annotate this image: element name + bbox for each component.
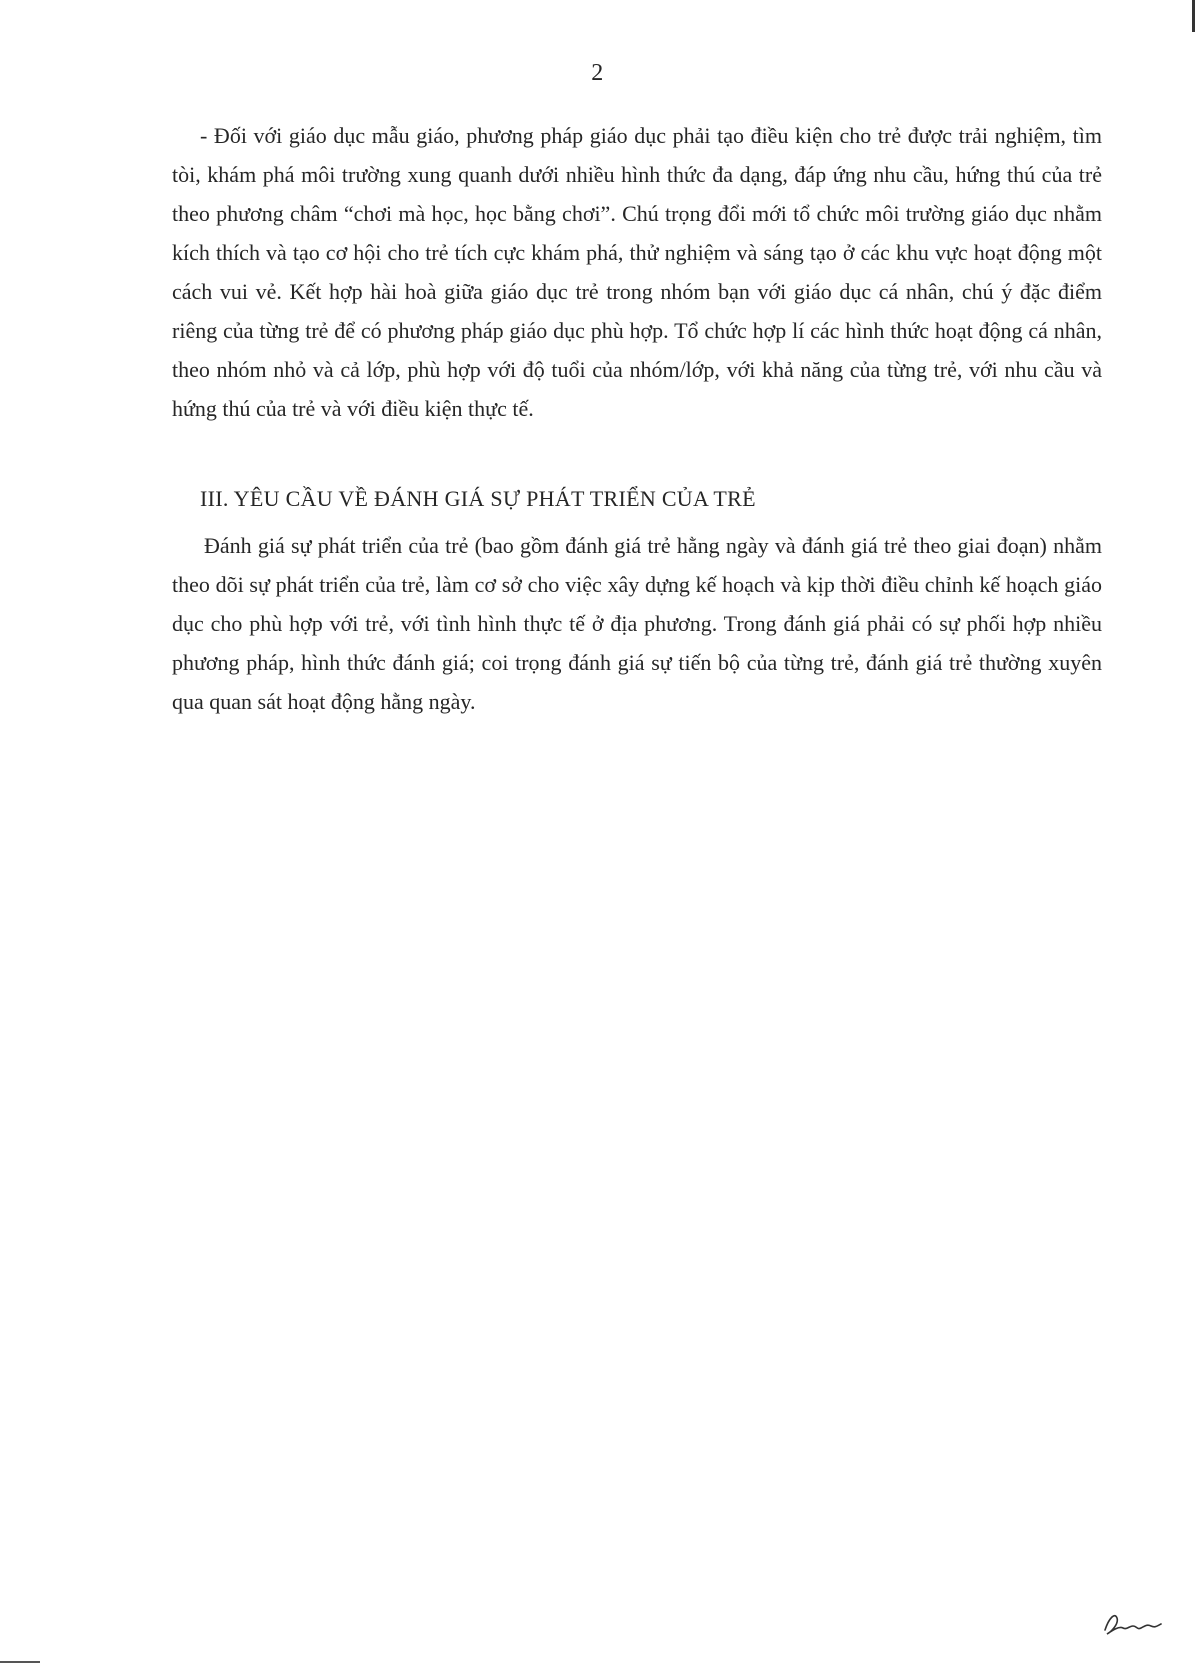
scan-bottom-rule: [0, 1661, 40, 1663]
handwritten-signature-icon: [1097, 1604, 1165, 1638]
section-heading-assessment: III. YÊU CẦU VỀ ĐÁNH GIÁ SỰ PHÁT TRIỂN CỦA TRẺ: [200, 486, 756, 511]
page-number: 2: [591, 60, 604, 86]
paragraph-assessment: Đánh giá sự phát triển của trẻ (bao gồm đánh giá trẻ hằng ngày và đánh giá trẻ theo giai đoạn) nhằm theo dõi sự phát triển của trẻ, làm cơ sở cho việc xây dựng kế hoạch và kịp thời điều chỉnh kế hoạch giáo dục cho phù hợp với trẻ, với tình hình thực tế ở địa phương. Trong đánh giá phải có sự phối hợp nhiều phương pháp, hình thức đánh giá; coi trọng đánh giá sự tiến bộ của từng trẻ, đánh giá trẻ thường xuyên qua quan sát hoạt động hằng ngày.: [172, 533, 1102, 714]
paragraph-kindergarten-methods: - Đối với giáo dục mẫu giáo, phương pháp giáo dục phải tạo điều kiện cho trẻ được trải nghiệm, tìm tòi, khám phá môi trường xung quanh dưới nhiều hình thức đa dạng, đáp ứng nhu cầu, hứng thú của trẻ theo phương châm “chơi mà học, học bằng chơi”. Chú trọng đổi mới tổ chức môi trường giáo dục nhằm kích thích và tạo cơ hội cho trẻ tích cực khám phá, thử nghiệm và sáng tạo ở các khu vực hoạt động một cách vui vẻ. Kết hợp hài hoà giữa giáo dục trẻ trong nhóm bạn với giáo dục cá nhân, chú ý đặc điểm riêng của từng trẻ để có phương pháp giáo dục phù hợp. Tổ chức hợp lí các hình thức hoạt động cá nhân, theo nhóm nhỏ và cả lớp, phù hợp với độ tuổi của nhóm/lớp, với khả năng của từng trẻ, với nhu cầu và hứng thú của trẻ và với điều kiện thực tế.: [172, 123, 1102, 421]
